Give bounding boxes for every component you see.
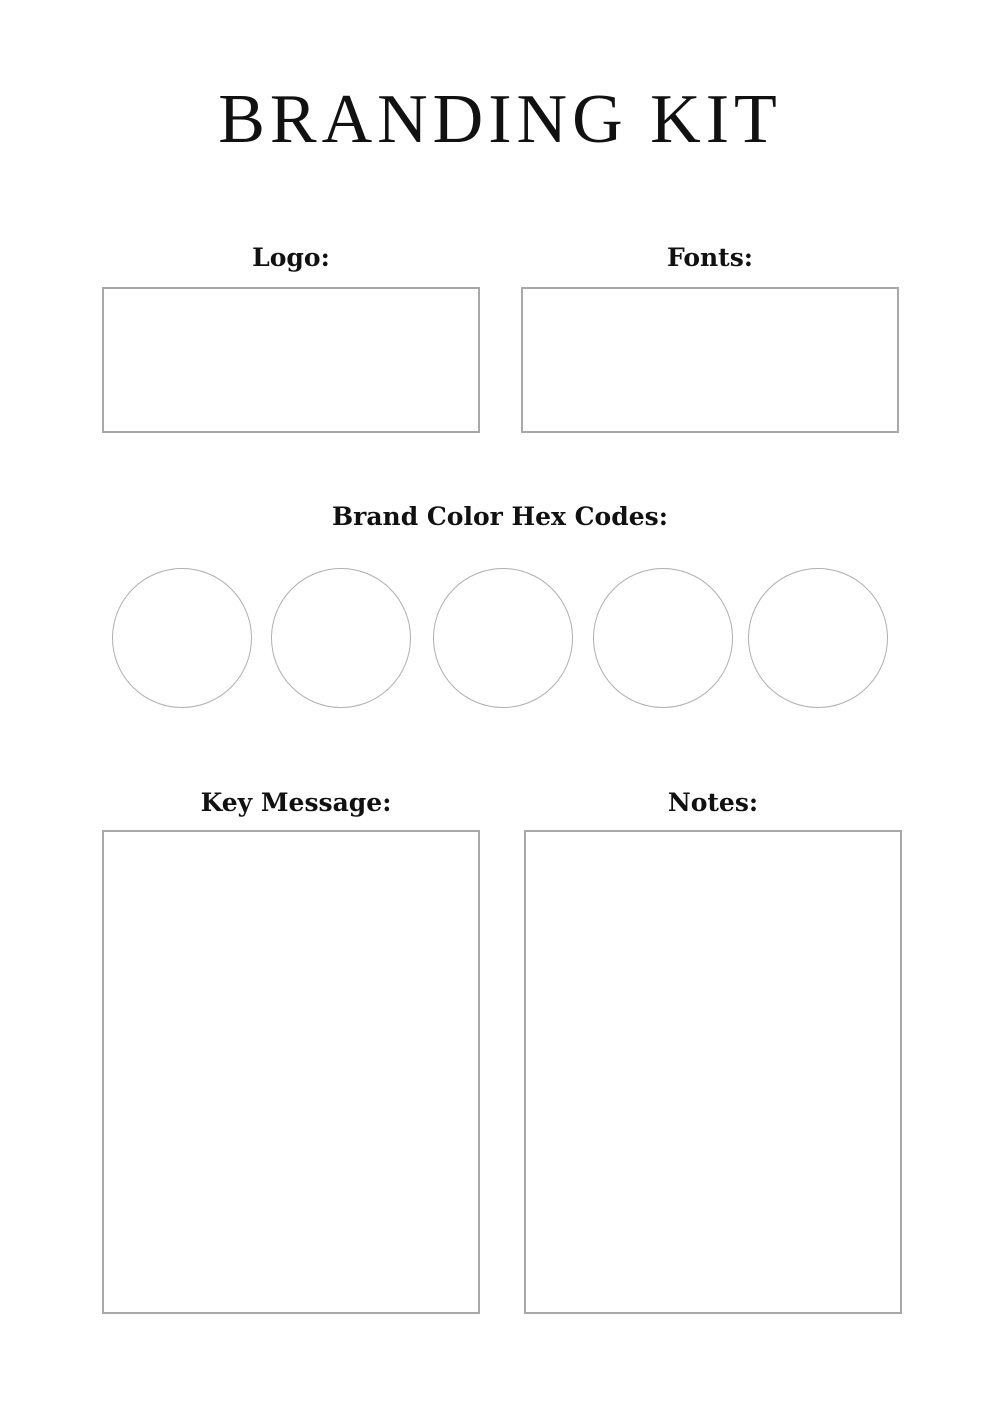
fonts-label: Fonts:: [666, 243, 754, 272]
color-swatch-5[interactable]: [748, 568, 888, 708]
page-title: BRANDING KIT: [218, 81, 782, 158]
brand-colors-label: Brand Color Hex Codes:: [332, 502, 668, 531]
key-message-label: Key Message:: [200, 788, 392, 817]
logo-label: Logo:: [252, 243, 330, 272]
color-swatch-1[interactable]: [112, 568, 252, 708]
fonts-box[interactable]: [521, 287, 899, 433]
color-swatch-3[interactable]: [433, 568, 573, 708]
color-swatch-2[interactable]: [271, 568, 411, 708]
key-message-box[interactable]: [102, 830, 480, 1314]
logo-box[interactable]: [102, 287, 480, 433]
color-swatch-4[interactable]: [593, 568, 733, 708]
notes-box[interactable]: [524, 830, 902, 1314]
notes-label: Notes:: [667, 788, 759, 817]
